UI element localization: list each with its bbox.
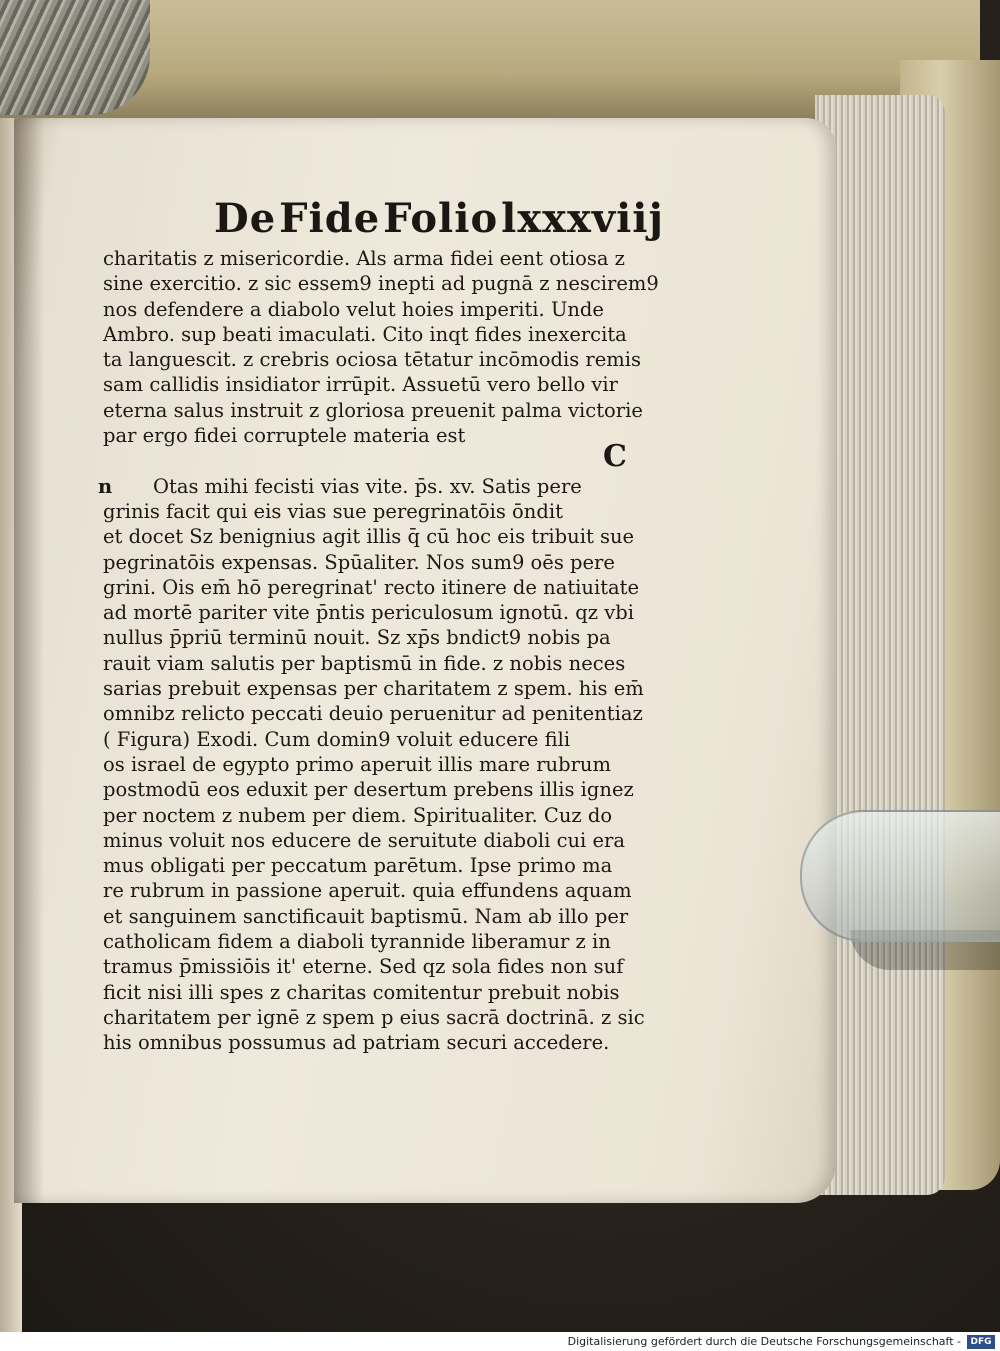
text-line: Ambro. sup beati imaculati. Cito inqt fides inexercita bbox=[103, 322, 627, 346]
initial-row bbox=[103, 439, 743, 475]
text-line: catholicam fidem a diaboli tyrannide liberamur z in bbox=[103, 930, 611, 954]
body-text bbox=[98, 246, 743, 1056]
text-line: ta languescit. z crebris ociosa tētatur incōmodis remis bbox=[103, 348, 641, 372]
text-line: grini. Ois em̄ hō peregrinat' recto itinere de natiuitate bbox=[103, 575, 640, 599]
text-line: tramus p̄missiōis it' eterne. Sed qz sola fides non suf bbox=[103, 955, 624, 979]
running-head-word: Fide bbox=[279, 194, 381, 242]
text-line: par ergo fidei corruptele materia est bbox=[103, 424, 466, 448]
page-clip bbox=[800, 810, 1000, 942]
text-line: charitatem per ignē z spem p eius sacrā doctrinā. z sic bbox=[103, 1005, 645, 1029]
footer-bar bbox=[0, 1332, 1000, 1351]
text-line: ( Figura) Exodi. Cum domin9 voluit educere fili bbox=[103, 727, 571, 751]
text-line: et sanguinem sanctificauit baptismū. Nam ab illo per bbox=[103, 904, 629, 928]
text-line: minus voluit nos educere de seruitute diaboli cui era bbox=[103, 828, 625, 852]
text-line: his omnibus possumus ad patriam securi accedere. bbox=[103, 1031, 610, 1055]
text-line: os israel de egypto primo aperuit illis mare rubrum bbox=[103, 752, 611, 776]
text-line: sam callidis insidiator irrūpit. Assuetū vero bello vir bbox=[103, 373, 618, 397]
paragraph-1 bbox=[103, 246, 743, 448]
paragraph-2 bbox=[98, 474, 743, 1056]
section-capital: C bbox=[603, 439, 627, 475]
text-line: grinis facit qui eis vias sue peregrinatōis ōndit bbox=[103, 499, 563, 523]
text-line: mus obligati per peccatum parētum. Ipse primo ma bbox=[103, 854, 613, 878]
text-line: pegrinatōis expensas. Spūaliter. Nos sum9 oēs pere bbox=[103, 550, 615, 574]
page-gutter bbox=[14, 118, 44, 1203]
text-line: nullus p̄priū terminū nouit. Sz xp̄s bndict9 nobis pa bbox=[103, 626, 611, 650]
running-head-word: lxxxviij bbox=[501, 194, 664, 242]
marginal-letter: n bbox=[98, 474, 113, 498]
text-line: per noctem z nubem per diem. Spiritualiter. Cuz do bbox=[103, 803, 613, 827]
book-page bbox=[14, 118, 836, 1203]
text-line: re rubrum in passione aperuit. quia effundens aquam bbox=[103, 879, 632, 903]
text-line: eterna salus instruit z gloriosa preuenit palma victorie bbox=[103, 398, 643, 422]
running-head bbox=[214, 192, 664, 244]
text-line: Otas mihi fecisti vias vite. p̄s. xv. Satis pere bbox=[153, 474, 582, 498]
text-line: et docet Sz benignius agit illis q̄ cū hoc eis tribuit sue bbox=[103, 525, 635, 549]
dfg-logo: DFG bbox=[967, 1335, 995, 1349]
running-head-word: De bbox=[214, 194, 277, 242]
running-head-word: Folio bbox=[383, 194, 499, 242]
text-line: rauit viam salutis per baptismū in fide. z nobis neces bbox=[103, 651, 626, 675]
text-line: postmodū eos eduxit per desertum prebens illis ignez bbox=[103, 778, 634, 802]
text-line: sine exercitio. z sic essem9 inepti ad pugnā z nescirem9 bbox=[103, 272, 659, 296]
book-headband bbox=[0, 0, 150, 115]
text-line: nos defendere a diabolo velut hoies imperiti. Unde bbox=[103, 297, 604, 321]
footer-credit: Digitalisierung gefördert durch die Deutsche Forschungsgemeinschaft - bbox=[567, 1335, 961, 1348]
text-line: ficit nisi illi spes z charitas comitentur prebuit nobis bbox=[103, 980, 620, 1004]
text-line: sarias prebuit expensas per charitatem z spem. his em̄ bbox=[103, 677, 644, 701]
text-line: omnibz relicto peccati deuio peruenitur ad penitentiaz bbox=[103, 702, 643, 726]
text-line: ad mortē pariter vite p̄ntis periculosum ignotū. qz vbi bbox=[103, 601, 634, 625]
text-line: charitatis z misericordie. Als arma fidei eent otiosa z bbox=[103, 247, 625, 270]
